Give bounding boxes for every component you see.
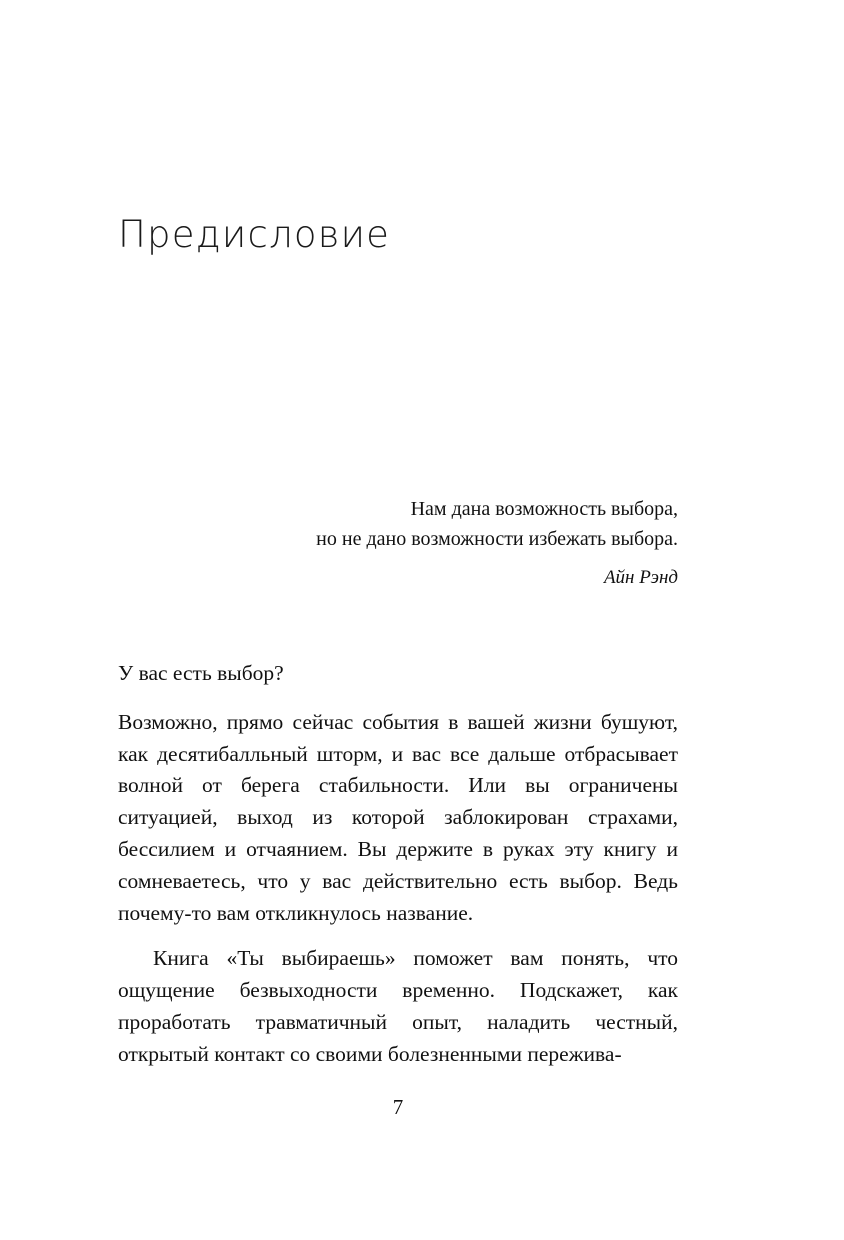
epigraph-line: Нам дана возможность выбора, — [410, 498, 678, 520]
epigraph-line: но не дано возможности избежать выбора. — [316, 528, 678, 550]
chapter-title: Предисловие — [118, 213, 391, 256]
page-number: 7 — [392, 1095, 404, 1119]
question-line: У вас есть выбор? — [118, 661, 284, 685]
paragraph: Книга «Ты выбираешь» поможет вам понять, что ощущение безвыходности временно. Подскажет, как проработать травматичный опыт, наладить честный, открытый контакт со своими болезненными пережива- — [118, 946, 678, 1066]
paragraph: Возможно, прямо сейчас события в вашей жизни бушуют, как десятибалльный шторм, и вас все дальше отбрасывает волной от берега стабильности. Или вы ограничены ситуацией, выход из которой заблокирован страхами, бессилием и отчаянием. Вы держите в руках эту книгу и сомневаетесь, что у вас действительно есть выбор. Ведь почему-то вам откликнулось название. — [118, 709, 678, 925]
body-text — [118, 658, 678, 1085]
epigraph — [316, 494, 678, 593]
epigraph-author: Айн Рэнд — [603, 567, 678, 588]
